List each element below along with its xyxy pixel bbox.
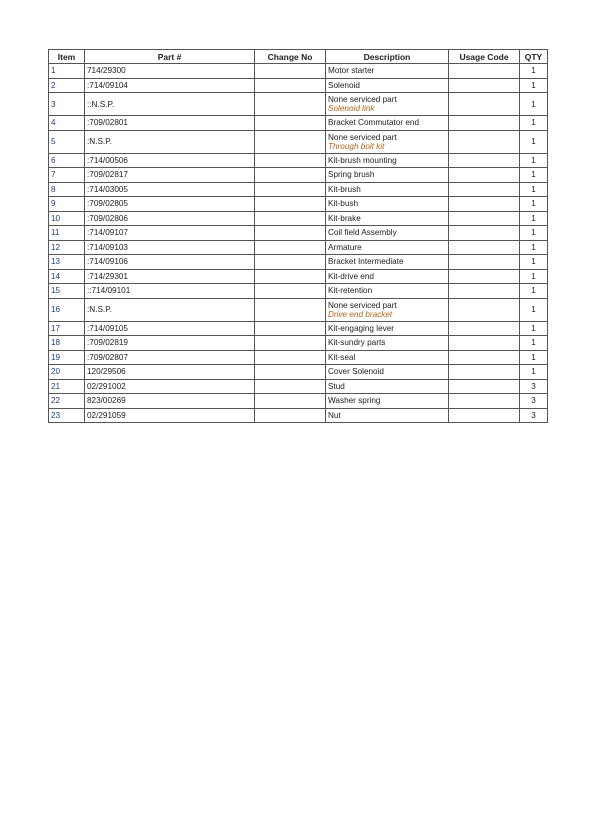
table-row [49, 240, 548, 255]
parts-table [48, 49, 548, 423]
item-number-cell: 10 [49, 211, 85, 226]
description-text: Bracket Commutator end [328, 118, 420, 128]
change-no-cell [255, 240, 326, 255]
usage-code-cell [449, 211, 520, 226]
change-no-cell [255, 197, 326, 212]
change-no-cell [255, 321, 326, 336]
table-header-row [49, 50, 548, 64]
change-no-cell [255, 130, 326, 153]
part-number-cell: :709/02806 [85, 211, 255, 226]
part-number-cell: 823/00269 [85, 394, 255, 409]
change-no-cell [255, 394, 326, 409]
description-text: Kit-brake [328, 213, 361, 223]
column-header-qty: QTY [520, 50, 548, 64]
qty-cell: 1 [520, 321, 548, 336]
part-number-cell: 02/291002 [85, 379, 255, 394]
table-row [49, 211, 548, 226]
table-row [49, 365, 548, 380]
table-row [49, 226, 548, 241]
change-no-cell [255, 408, 326, 423]
description-text: Nut [328, 410, 341, 420]
column-header-usage-code: Usage Code [449, 50, 520, 64]
change-no-cell [255, 64, 326, 79]
qty-cell: 3 [520, 379, 548, 394]
change-no-cell [255, 93, 326, 116]
item-number-cell: 7 [49, 168, 85, 183]
table-row [49, 130, 548, 153]
usage-code-cell [449, 130, 520, 153]
item-number-cell: 13 [49, 255, 85, 270]
description-cell [326, 240, 449, 255]
usage-code-cell [449, 269, 520, 284]
change-no-cell [255, 116, 326, 131]
column-header-description: Description [326, 50, 449, 64]
item-number-cell: 6 [49, 153, 85, 168]
description-cell [326, 350, 449, 365]
column-header-part: Part # [85, 50, 255, 64]
description-cell [326, 321, 449, 336]
change-no-cell [255, 211, 326, 226]
description-text: None serviced part [328, 95, 397, 104]
table-row [49, 182, 548, 197]
part-number-cell: :709/02801 [85, 116, 255, 131]
usage-code-cell [449, 240, 520, 255]
description-text: Spring brush [328, 170, 375, 180]
item-number-cell: 14 [49, 269, 85, 284]
part-number-cell: 120/29506 [85, 365, 255, 380]
description-text: Washer spring [328, 396, 381, 406]
item-number-cell: 16 [49, 298, 85, 321]
table-row [49, 336, 548, 351]
description-cell [326, 298, 449, 321]
usage-code-cell [449, 394, 520, 409]
description-cell [326, 211, 449, 226]
part-number-cell: :714/09104 [85, 78, 255, 93]
description-text: Kit-brush mounting [328, 155, 397, 165]
usage-code-cell [449, 350, 520, 365]
change-no-cell [255, 298, 326, 321]
description-text: Kit-retention [328, 286, 373, 296]
part-number-cell: :714/09106 [85, 255, 255, 270]
item-number-cell: 12 [49, 240, 85, 255]
part-number-cell: :714/09107 [85, 226, 255, 241]
qty-cell: 1 [520, 211, 548, 226]
column-header-item: Item [49, 50, 85, 64]
description-text: Kit-sundry parts [328, 338, 386, 348]
table-row [49, 116, 548, 131]
qty-cell: 1 [520, 350, 548, 365]
change-no-cell [255, 153, 326, 168]
usage-code-cell [449, 116, 520, 131]
item-number-cell: 21 [49, 379, 85, 394]
item-number-cell: 9 [49, 197, 85, 212]
usage-code-cell [449, 153, 520, 168]
change-no-cell [255, 336, 326, 351]
description-cell [326, 130, 449, 153]
change-no-cell [255, 350, 326, 365]
usage-code-cell [449, 336, 520, 351]
part-number-cell: :709/02805 [85, 197, 255, 212]
description-cell [326, 394, 449, 409]
qty-cell: 1 [520, 64, 548, 79]
qty-cell: 1 [520, 365, 548, 380]
table-row [49, 153, 548, 168]
qty-cell: 1 [520, 255, 548, 270]
table-row [49, 269, 548, 284]
description-cell [326, 284, 449, 299]
item-number-cell: 17 [49, 321, 85, 336]
usage-code-cell [449, 168, 520, 183]
part-number-cell: :709/02817 [85, 168, 255, 183]
description-text: Kit-seal [328, 352, 356, 362]
item-number-cell: 11 [49, 226, 85, 241]
qty-cell: 1 [520, 78, 548, 93]
usage-code-cell [449, 298, 520, 321]
usage-code-cell [449, 255, 520, 270]
qty-cell: 3 [520, 394, 548, 409]
description-note: Solenoid link [328, 104, 375, 113]
item-number-cell: 4 [49, 116, 85, 131]
table-row [49, 93, 548, 116]
description-text: None serviced part [328, 132, 397, 142]
table-row [49, 78, 548, 93]
item-number-cell: 19 [49, 350, 85, 365]
change-no-cell [255, 379, 326, 394]
description-text: Kit-drive end [328, 271, 374, 281]
table-row [49, 197, 548, 212]
qty-cell: 1 [520, 298, 548, 321]
table-row [49, 321, 548, 336]
table-row [49, 168, 548, 183]
usage-code-cell [449, 64, 520, 79]
description-cell [326, 365, 449, 380]
usage-code-cell [449, 93, 520, 116]
usage-code-cell [449, 379, 520, 394]
description-cell [326, 78, 449, 93]
qty-cell: 1 [520, 93, 548, 116]
part-number-cell: :714/09103 [85, 240, 255, 255]
qty-cell: 1 [520, 182, 548, 197]
qty-cell: 1 [520, 168, 548, 183]
change-no-cell [255, 365, 326, 380]
description-cell [326, 379, 449, 394]
item-number-cell: 20 [49, 365, 85, 380]
description-cell [326, 182, 449, 197]
description-text: Kit-bush [328, 199, 359, 209]
usage-code-cell [449, 408, 520, 423]
change-no-cell [255, 78, 326, 93]
table-row [49, 379, 548, 394]
usage-code-cell [449, 197, 520, 212]
description-note: Drive end bracket [328, 309, 393, 319]
part-number-cell: :714/09105 [85, 321, 255, 336]
item-number-cell: 3 [49, 93, 85, 116]
description-cell [326, 197, 449, 212]
part-number-cell: 714/29300 [85, 64, 255, 79]
part-number-cell: :714/00506 [85, 153, 255, 168]
usage-code-cell [449, 321, 520, 336]
item-number-cell: 1 [49, 64, 85, 79]
description-text: Cover Solenoid [328, 367, 384, 377]
qty-cell: 1 [520, 240, 548, 255]
part-number-cell: 02/291059 [85, 408, 255, 423]
change-no-cell [255, 168, 326, 183]
qty-cell: 1 [520, 153, 548, 168]
description-cell [326, 336, 449, 351]
parts-list-sheet [48, 49, 547, 423]
part-number-cell: :714/03005 [85, 182, 255, 197]
item-number-cell: 23 [49, 408, 85, 423]
usage-code-cell [449, 365, 520, 380]
qty-cell: 1 [520, 269, 548, 284]
description-text: Armature [328, 242, 362, 252]
qty-cell: 1 [520, 336, 548, 351]
part-number-cell: :N.S.P. [85, 130, 255, 153]
description-cell [326, 255, 449, 270]
qty-cell: 3 [520, 408, 548, 423]
change-no-cell [255, 182, 326, 197]
column-header-change-no: Change No [255, 50, 326, 64]
change-no-cell [255, 284, 326, 299]
description-cell [326, 408, 449, 423]
item-number-cell: 8 [49, 182, 85, 197]
table-row [49, 298, 548, 321]
table-row [49, 350, 548, 365]
description-text: Kit-engaging lever [328, 323, 394, 333]
description-text: None serviced part [328, 300, 397, 310]
description-cell [326, 64, 449, 79]
table-row [49, 394, 548, 409]
usage-code-cell [449, 284, 520, 299]
part-number-cell: :709/02819 [85, 336, 255, 351]
description-text: Stud [328, 381, 345, 391]
description-cell [326, 116, 449, 131]
description-text: Kit-brush [328, 184, 361, 194]
description-text: Motor starter [328, 66, 375, 76]
usage-code-cell [449, 182, 520, 197]
part-number-cell: :709/02807 [85, 350, 255, 365]
part-number-cell: :N.S.P. [85, 298, 255, 321]
description-cell [326, 269, 449, 284]
qty-cell: 1 [520, 116, 548, 131]
description-cell [326, 226, 449, 241]
description-text: Coil field Assembly [328, 228, 397, 238]
part-number-cell: ::N.S.P. [85, 93, 255, 116]
qty-cell: 1 [520, 197, 548, 212]
description-cell [326, 168, 449, 183]
change-no-cell [255, 255, 326, 270]
usage-code-cell [449, 78, 520, 93]
table-row [49, 64, 548, 79]
qty-cell: 1 [520, 284, 548, 299]
change-no-cell [255, 269, 326, 284]
part-number-cell: :714/29301 [85, 269, 255, 284]
table-row [49, 255, 548, 270]
table-row [49, 284, 548, 299]
item-number-cell: 15 [49, 284, 85, 299]
table-row [49, 408, 548, 423]
item-number-cell: 5 [49, 130, 85, 153]
change-no-cell [255, 226, 326, 241]
qty-cell: 1 [520, 130, 548, 153]
part-number-cell: ::714/09101 [85, 284, 255, 299]
description-cell [326, 93, 449, 116]
description-cell [326, 153, 449, 168]
description-text: Bracket Intermediate [328, 257, 404, 267]
item-number-cell: 18 [49, 336, 85, 351]
qty-cell: 1 [520, 226, 548, 241]
usage-code-cell [449, 226, 520, 241]
item-number-cell: 2 [49, 78, 85, 93]
item-number-cell: 22 [49, 394, 85, 409]
description-text: Solenoid [328, 80, 360, 90]
description-note: Through bolt kit [328, 141, 385, 151]
